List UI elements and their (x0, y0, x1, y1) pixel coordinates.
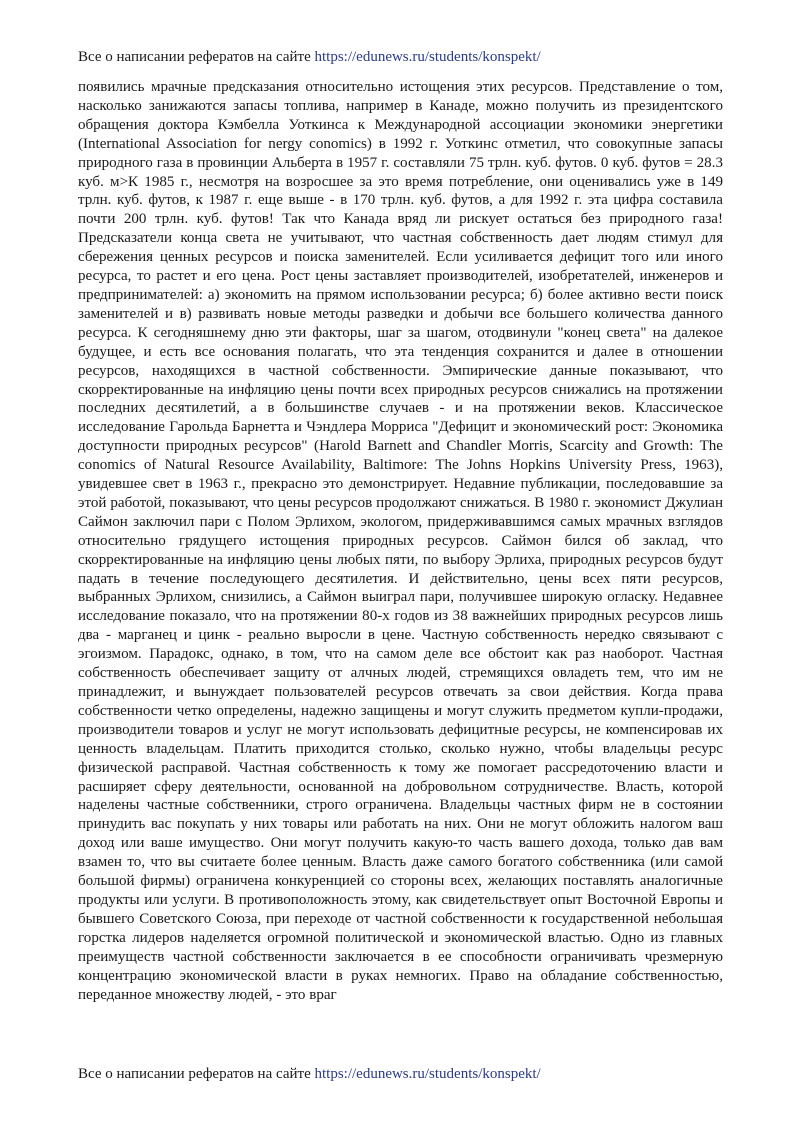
body-paragraph: появились мрачные предсказания относительно истощения этих ресурсов. Представление о том, насколько занижаются запасы топлива, например в Канаде, можно получить из президентского обращения доктора Кэмбелла Уоткинса к Международной ассоциации экономики энергетики (International Association for nergy conomics) в 1992 г. Уоткинс отметил, что совокупные запасы природного газа в провинции Альберта в 1957 г. составляли 75 трлн. куб. футов. 0 куб. футов = 28.3 куб. м>К 1985 г., несмотря на возросшее за это время потребление, они оценивались уже в 149 трлн. куб. футов, к 1987 г. еще выше - в 170 трлн. куб. футов, а для 1992 г. эта цифра составила почти 200 трлн. куб. футов! Так что Канада вряд ли рискует остаться без природного газа! Предсказатели конца света не учитывают, что частная собственность дает людям стимул для сбережения ценных ресурсов и поиска заменителей. Если усиливается дефицит того или иного ресурса, то растет и его цена. Рост цены заставляет производителей, изобретателей, инженеров и предпринимателей: а) экономить на прямом использовании ресурса; б) более активно вести поиск заменителей и в) развивать новые методы разведки и добычи все большего количества данного ресурса. К сегодняшнему дню эти факторы, шаг за шагом, отодвинули "конец света" на далекое будущее, и есть все основания полагать, что эта тенденция сохранится и далее в отношении ресурсов, находящихся в частной собственности. Эмпирические данные показывают, что скорректированные на инфляцию цены почти всех природных ресурсов снижались на протяжении последних десятилетий, а в большинстве случаев - и на протяжении веков. Классическое исследование Гарольда Барнетта и Чэндлера Морриса "Дефицит и экономический рост: Экономика доступности природных ресурсов" (Harold Barnett and Chandler Morris, Scarcity and Growth: The conomics of Natural Resource Availability, Baltimore: The Johns Hopkins University Press, 1963), увидевшее свет в 1963 г., прекрасно это демонстрирует. Недавние публикации, последовавшие за этой работой, показывают, что цены ресурсов продолжают снижаться. В 1980 г. экономист Джулиан Саймон заключил пари с Полом Эрлихом, экологом, придерживавшимся самых мрачных взглядов относительно грядущего истощения природных ресурсов. Саймон бился об заклад, что скорректированные на инфляцию цены любых пяти, по выбору Эрлиха, природных ресурсов будут падать в течение последующего десятилетия. И действительно, цены всех пяти ресурсов, выбранных Эрлихом, снизились, а Саймон выиграл пари, получившее широкую огласку. Недавнее исследование показало, что на протяжении 80-х годов из 38 важнейших природных ресурсов лишь два - марганец и цинк - реально выросли в цене. Частную собственность нередко связывают с эгоизмом. Парадокс, однако, в том, что на самом деле все обстоит как раз наоборот. Частная собственность обеспечивает защиту от алчных людей, стремящихся овладеть тем, что им не принадлежит, и вынуждает пользователей ресурсов отвечать за свои действия. Когда права собственности четко определены, надежно защищены и могут служить предметом купли-продажи, производители товаров и услуг не могут использовать дефицитные ресурсы, не компенсировав их ценность владельцам. Платить приходится столько, сколько нужно, чтобы владельцы ресурс физической расправой. Частная собственность к тому же помогает рассредоточению власти и расширяет сферу деятельности, основанной на добровольном сотрудничестве. Власть, которой наделены частные собственники, строго ограничена. Владельцы частных фирм не в состоянии принудить вас покупать у них товары или работать на них. Они не могут обложить налогом ваш доход или ваше имущество. Они могут получить какую-то часть вашего дохода, только дав вам взамен то, что вы считаете более ценным. Власть даже самого богатого собственника (или самой большой фирмы) ограничена конкуренцией со стороны всех, желающих поставлять аналогичные продукты или услуги. В противоположность этому, как свидетельствует опыт Восточной Европы и бывшего Советского Союза, при переходе от частной собственности к государственной небольшая горстка лидеров наделяется огромной политической и экономической властью. Одно из главных преимуществ частной собственности заключается в ее способности ограничивать чрезмерную концентрацию экономической власти в руках немногих. Право на обладание собственностью, переданное множеству людей, - это враг (78, 79, 723, 1003)
page-header (78, 47, 541, 67)
footer-prefix-text: Все о написании рефератов на сайте (78, 1066, 311, 1082)
header-prefix-text: Все о написании рефератов на сайте (78, 49, 311, 65)
header-site-link[interactable]: https://edunews.ru/students/konspekt/ (314, 49, 541, 65)
footer-site-link[interactable]: https://edunews.ru/students/konspekt/ (314, 1066, 541, 1082)
page-footer (78, 1064, 541, 1084)
